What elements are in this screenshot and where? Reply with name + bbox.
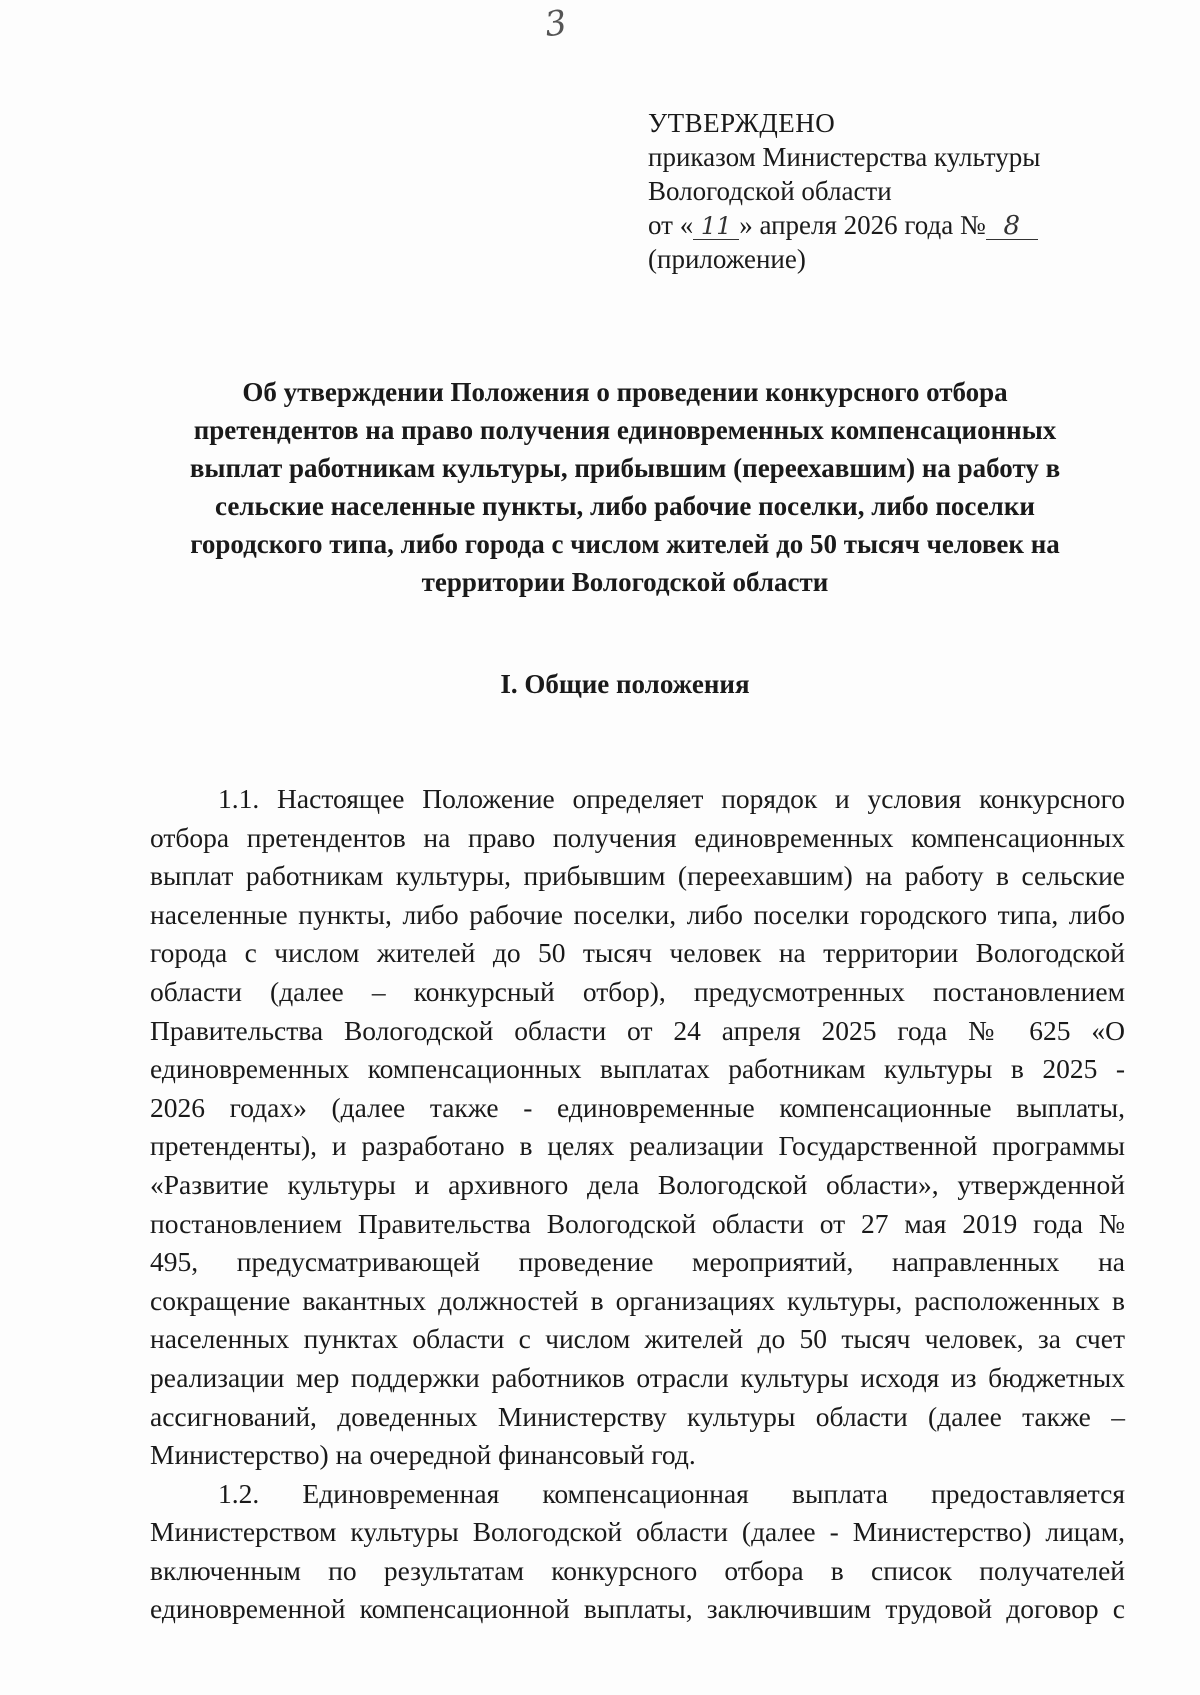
body-line: 1.1. Настоящее Положение определяет порядок и условия конкурсного [218, 783, 1125, 814]
body-line: 1.2. Единовременная компенсационная выплата предоставляется [218, 1477, 1125, 1509]
title-line: территории Вологодской области [421, 567, 829, 597]
approval-heading: УТВЕРЖДЕНО [648, 108, 836, 138]
body-line: Министерством культуры Вологодской области (далее - Министерство) лицам, [150, 1516, 1125, 1548]
body-line: постановлением Правительства Вологодской области от 27 мая 2019 года № [150, 1207, 1125, 1239]
body-line: Правительства Вологодской области от 24 апреля 2025 года № 625 «О [150, 1014, 1125, 1046]
section-heading: I. Общие положения [500, 669, 750, 699]
approval-appendix-line: (приложение) [648, 244, 806, 274]
approval-region-line: Вологодской области [648, 176, 892, 206]
body-line: 2026 годах» (далее также - единовременные компенсационные выплаты, [150, 1091, 1125, 1123]
title-line: претендентов на право получения единовременных компенсационных [193, 415, 1057, 445]
body-line: выплат работникам культуры, прибывшим (переехавшим) на работу в сельские [150, 860, 1125, 892]
body-line: единовременной компенсационной выплаты, заключившим трудовой договор с [150, 1593, 1125, 1625]
approval-date-suffix: » апреля 2026 года № [739, 210, 986, 240]
approval-date-prefix: от « [648, 210, 694, 240]
title-line: городского типа, либо города с числом жителей до 50 тысяч человек на [190, 529, 1060, 559]
body-line: единовременных компенсационных выплатах работникам культуры в 2025 - [150, 1053, 1125, 1085]
body-line: претенденты), и разработано в целях реализации Государственной программы [150, 1130, 1125, 1162]
body-line: Министерство) на очередной финансовый год. [150, 1439, 696, 1471]
approval-date-day-handwritten: 11 [693, 213, 739, 240]
body-line: сокращение вакантных должностей в организациях культуры, расположенных в [150, 1284, 1125, 1316]
body-line: города с числом жителей до 50 тысяч человек на территории Вологодской [150, 937, 1125, 969]
approval-order-number-handwritten: 8 [986, 213, 1038, 240]
body-line: ассигнований, доведенных Министерству культуры области (далее также – [150, 1400, 1125, 1432]
body-line: реализации мер поддержки работников отрасли культуры исходя из бюджетных [150, 1361, 1125, 1393]
title-line: сельские населенные пункты, либо рабочие поселки, либо поселки [215, 491, 1035, 521]
document-body [150, 780, 1125, 1629]
approval-stamp-block [648, 106, 1040, 276]
body-line: области (далее – конкурсный отбор), предусмотренных постановлением [150, 975, 1125, 1007]
document-title [150, 373, 1100, 601]
body-line: населенные пункты, либо рабочие поселки, либо поселки городского типа, либо [150, 898, 1125, 930]
body-line: населенных пунктах области с числом жителей до 50 тысяч человек, за счет [150, 1323, 1125, 1355]
title-line: Об утверждении Положения о проведении конкурсного отбора [242, 377, 1008, 407]
title-line: выплат работникам культуры, прибывшим (переехавшим) на работу в [189, 453, 1061, 483]
body-line: включенным по результатам конкурсного отбора в список получателей [150, 1554, 1125, 1586]
page-number: 3 [542, 2, 570, 46]
approval-date-line [648, 208, 1040, 242]
body-line: отбора претендентов на право получения единовременных компенсационных [150, 821, 1125, 853]
approval-order-line: приказом Министерства культуры [648, 142, 1041, 172]
body-line: 495, предусматривающей проведение мероприятий, направленных на [150, 1246, 1125, 1278]
body-line: «Развитие культуры и архивного дела Вологодской области», утвержденной [150, 1168, 1125, 1200]
